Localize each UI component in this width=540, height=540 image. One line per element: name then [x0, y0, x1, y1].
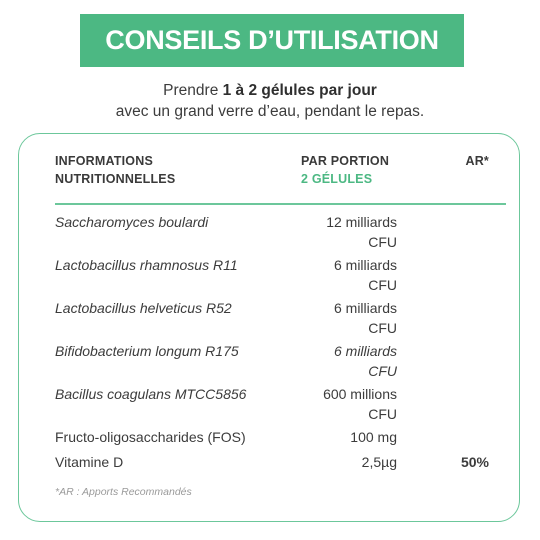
- value-line-1: 600 millions: [323, 386, 397, 402]
- ingredient-name: Lactobacillus helveticus R52: [55, 300, 232, 316]
- header-divider: [55, 203, 506, 205]
- value-line-1: 12 milliards: [326, 214, 397, 230]
- ingredient-name: Saccharomyces boulardi: [55, 214, 209, 230]
- value-line-1: 2,5µg: [361, 454, 397, 470]
- usage-instructions: [0, 80, 540, 122]
- value-line-2: CFU: [368, 363, 397, 379]
- ingredient-name: Bifidobacterium longum R175: [55, 343, 239, 359]
- portion-header-line-2: 2 GÉLULES: [301, 172, 373, 186]
- portion-header: [301, 152, 389, 188]
- portion-header-line-1: PAR PORTION: [301, 154, 390, 168]
- ingredient-value: [299, 452, 397, 472]
- ingredient-name: Lactobacillus rhamnosus R11: [55, 257, 238, 273]
- footnote: *AR : Apports Recommandés: [55, 486, 192, 498]
- ingredient-name: Bacillus coagulans MTCC5856: [55, 386, 247, 402]
- value-line-2: CFU: [368, 277, 397, 293]
- value-line-2: CFU: [368, 406, 397, 422]
- nutrition-card: [18, 133, 520, 522]
- ingredient-value: [299, 427, 397, 447]
- ingredient-value: [299, 298, 397, 338]
- ar-header: AR*: [465, 154, 489, 168]
- ingredient-value: [299, 255, 397, 295]
- instructions-line-1: [0, 80, 540, 101]
- value-line-1: 100 mg: [350, 429, 397, 445]
- page-title: CONSEILS D’UTILISATION: [105, 25, 439, 55]
- nutrition-header: [55, 152, 175, 188]
- instructions-prefix: Prendre: [163, 82, 223, 99]
- ingredient-name: Fructo-oligosaccharides (FOS): [55, 429, 246, 445]
- value-line-1: 6 milliards: [333, 300, 397, 316]
- ingredient-name: Vitamine D: [55, 454, 124, 470]
- title-banner: [80, 14, 464, 67]
- nutrition-header-line-2: NUTRITIONNELLES: [55, 172, 176, 186]
- ingredient-value: [299, 384, 397, 424]
- ingredient-value: [299, 341, 397, 381]
- ar-percentage: 50%: [460, 454, 489, 470]
- value-line-2: CFU: [368, 234, 397, 250]
- nutrition-header-line-1: INFORMATIONS: [55, 154, 153, 168]
- value-line-1: 6 milliards: [333, 257, 397, 273]
- instructions-dosage: 1 à 2 gélules par jour: [222, 82, 377, 99]
- ingredient-value: [299, 212, 397, 252]
- instructions-line-2: avec un grand verre d’eau, pendant le repas.: [115, 103, 425, 120]
- value-line-2: CFU: [368, 320, 397, 336]
- value-line-1: 6 milliards: [333, 343, 397, 359]
